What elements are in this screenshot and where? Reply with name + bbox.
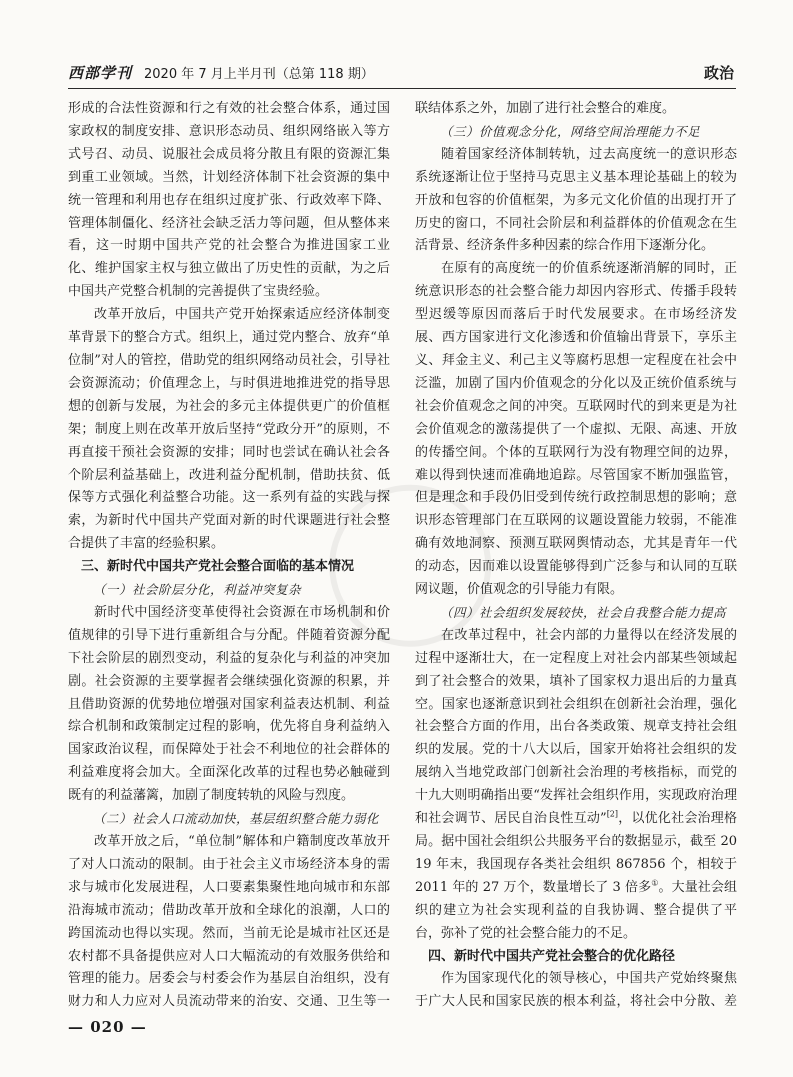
subsection-heading: （四）社会组织发展较快，社会自我整合能力提高 (440, 604, 727, 620)
body-paragraph: 随着国家经济体制转轨，过去高度统一的意识形态系统逐渐让位于坚持马克思主义基本理论基础上的较为开放和包容的价值框架，为多元文化价值的出现打开了历史的窗口，不同社会阶层和利益群体的价值观念在生活背景、经济条件多种因素的综合作用下逐渐分化。 (415, 146, 737, 254)
subsection-heading: （三）价值观念分化，网络空间治理能力不足 (440, 123, 701, 139)
right-column (415, 98, 737, 1016)
section-heading: 三、新时代中国共产党社会整合面临的基本情况 (81, 559, 355, 575)
paragraph-text: ，以优化社会治理格局。据中国社会组织公共服务平台的数据显示，截至 2019 年末，我国现存各类社会组织 867856 个，相较于 2011 年的 27 万个，数量增长了 3 倍多 (415, 811, 737, 895)
section-name: 政治 (703, 64, 734, 82)
body-paragraph: 新时代中国经济变革使得社会资源在市场机制和价值规律的引导下进行重新组合与分配。伴随着资源分配下社会阶层的剧烈变动，利益的复杂化与利益的冲突加剧。社会资源的主要掌握者会继续强化资源的积累，并且借助资源的优势地位增强对国家利益表达机制、利益综合机制和政策制定过程的影响，优先将自身利益纳入国家政治议程，而保障处于社会不利地位的社会群体的利益难度将会加大。全面深化改革的过程也势必触碰到既有的利益藩篱，加剧了制度转轨的风险与烈度。 (68, 604, 390, 804)
journal-logo: 西部学刊 (68, 64, 133, 82)
section-heading: 四、新时代中国共产党社会整合的优化路径 (428, 948, 676, 964)
page-number: — 020 — (68, 1018, 147, 1036)
left-column (68, 98, 390, 1016)
body-paragraph: 改革开放之后，“单位制”解体和户籍制度改革放开了对人口流动的限制。由于社会主义市场经济本身的需求与城市化发展进程，人口要素集聚性地向城市和东部沿海城市流动；借助改革开放和全球化的浪潮，人口的跨国流动也得以实现。然而，当前无论是城市社区还是农村都不具备提供应对人口大幅流动的有效服务供给和管理的能力。居委会与村委会作为基层自治组织，没有财力和人力应对人员流动带来的治安、交通、卫生等一 (68, 834, 390, 1010)
body-paragraph: 在原有的高度统一的价值系统逐渐消解的同时，正统意识形态的社会整合能力却因内容形式、传播手段转型迟缓等原因而落后于时代发展要求。在市场经济发展、西方国家进行文化渗透和价值输出背景下，享乐主义、拜金主义、利己主义等腐朽思想一定程度在社会中泛滥，加剧了国内价值观念的分化以及正统价值系统与社会价值观念之间的冲突。互联网时代的到来更是为社会价值观念的激荡提供了一个虚拟、无限、高速、开放的传播空间。个体的互联网行为没有物理空间的边界，难以得到快速而准确地追踪。尽管国家不断加强监管，但是理念和手段仍旧受到传统行政控制思想的影响；意识形态管理部门在互联网的议题设置能力较弱，不能准确有效地洞察、预测互联网舆情动态，尤其是青年一代的动态，因而难以设置能够得到广泛参与和认同的互联网议题，价值观念的引导能力有限。 (415, 261, 737, 598)
header-rule (68, 88, 736, 89)
body-paragraph: 形成的合法性资源和行之有效的社会整合体系，通过国家政权的制度安排、意识形态动员、组织网络嵌入等方式号召、动员、说服社会成员将分散且有限的资源汇集到重工业领域。当然，计划经济体制下社会资源的集中统一管理和利用也存在组织过度扩张、行政效率下降、管理体制僵化、经济社会缺乏活力等问题，但从整体来看，这一时期中国共产党的社会整合为推进国家工业化、维护国家主权与独立做出了历史性的贡献，为之后中国共产党整合机制的完善提供了宝贵经验。 (68, 101, 390, 300)
paragraph-text: 在改革过程中，社会内部的力量得以在经济发展的过程中逐渐壮大，在一定程度上对社会内部某些领域起到了社会整合的效果，填补了国家权力退出后的力量真空。国家也逐渐意识到社会组织在创新社会治理，强化社会整合方面的作用，出台各类政策、规章支持社会组织的发展。党的十八大以后，国家开始将社会组织的发展纳入当地党政部门创新社会治理的考核指标，而党的十九大则明确指出要“发挥社会组织作用，实现政府治理和社会调节、居民自治良性互动” (415, 627, 737, 827)
body-paragraph: 改革开放后，中国共产党开始探索适应经济体制变革背景下的整合方式。组织上，通过党内整合、放弃“单位制”对人的管控，借助党的组织网络动员社会，引导社会资源流动；价值理念上，与时俱进地推进党的指导思想的创新与发展，为社会的多元主体提供更广的价值框架；制度上则在改革开放后坚持“党政分开”的原则，不再直接干预社会资源的安排；同时也尝试在确认社会各个阶层利益基础上，改进利益分配机制，借助扶贫、低保等方式强化利益整合功能。这一系列有益的实践与探索，为新时代中国共产党面对新的时代课题进行社会整合提供了丰富的经验积累。 (68, 307, 390, 552)
footnote-ref: ① (651, 878, 659, 888)
body-paragraph: 联结体系之外，加剧了进行社会整合的难度。 (415, 101, 676, 116)
paragraph-text: 。大量社会组织的建立为社会实现利益的自我协调、整合提供了平台，弥补了党的社会整合能力的不足。 (415, 879, 737, 941)
subsection-heading: （二）社会人口流动加快，基层组织整合能力弱化 (93, 811, 380, 827)
page-header (68, 60, 736, 88)
issue-info: 2020 年 7 月上半月刊（总第 118 期） (144, 67, 374, 82)
subsection-heading: （一）社会阶层分化，利益冲突复杂 (93, 582, 302, 598)
footnote-ref: [2] (606, 809, 619, 819)
body-paragraph: 作为国家现代化的领导核心，中国共产党始终聚焦于广大人民和国家民族的根本利益，将社会中分散、差 (415, 971, 737, 1010)
body-paragraph (415, 625, 737, 946)
